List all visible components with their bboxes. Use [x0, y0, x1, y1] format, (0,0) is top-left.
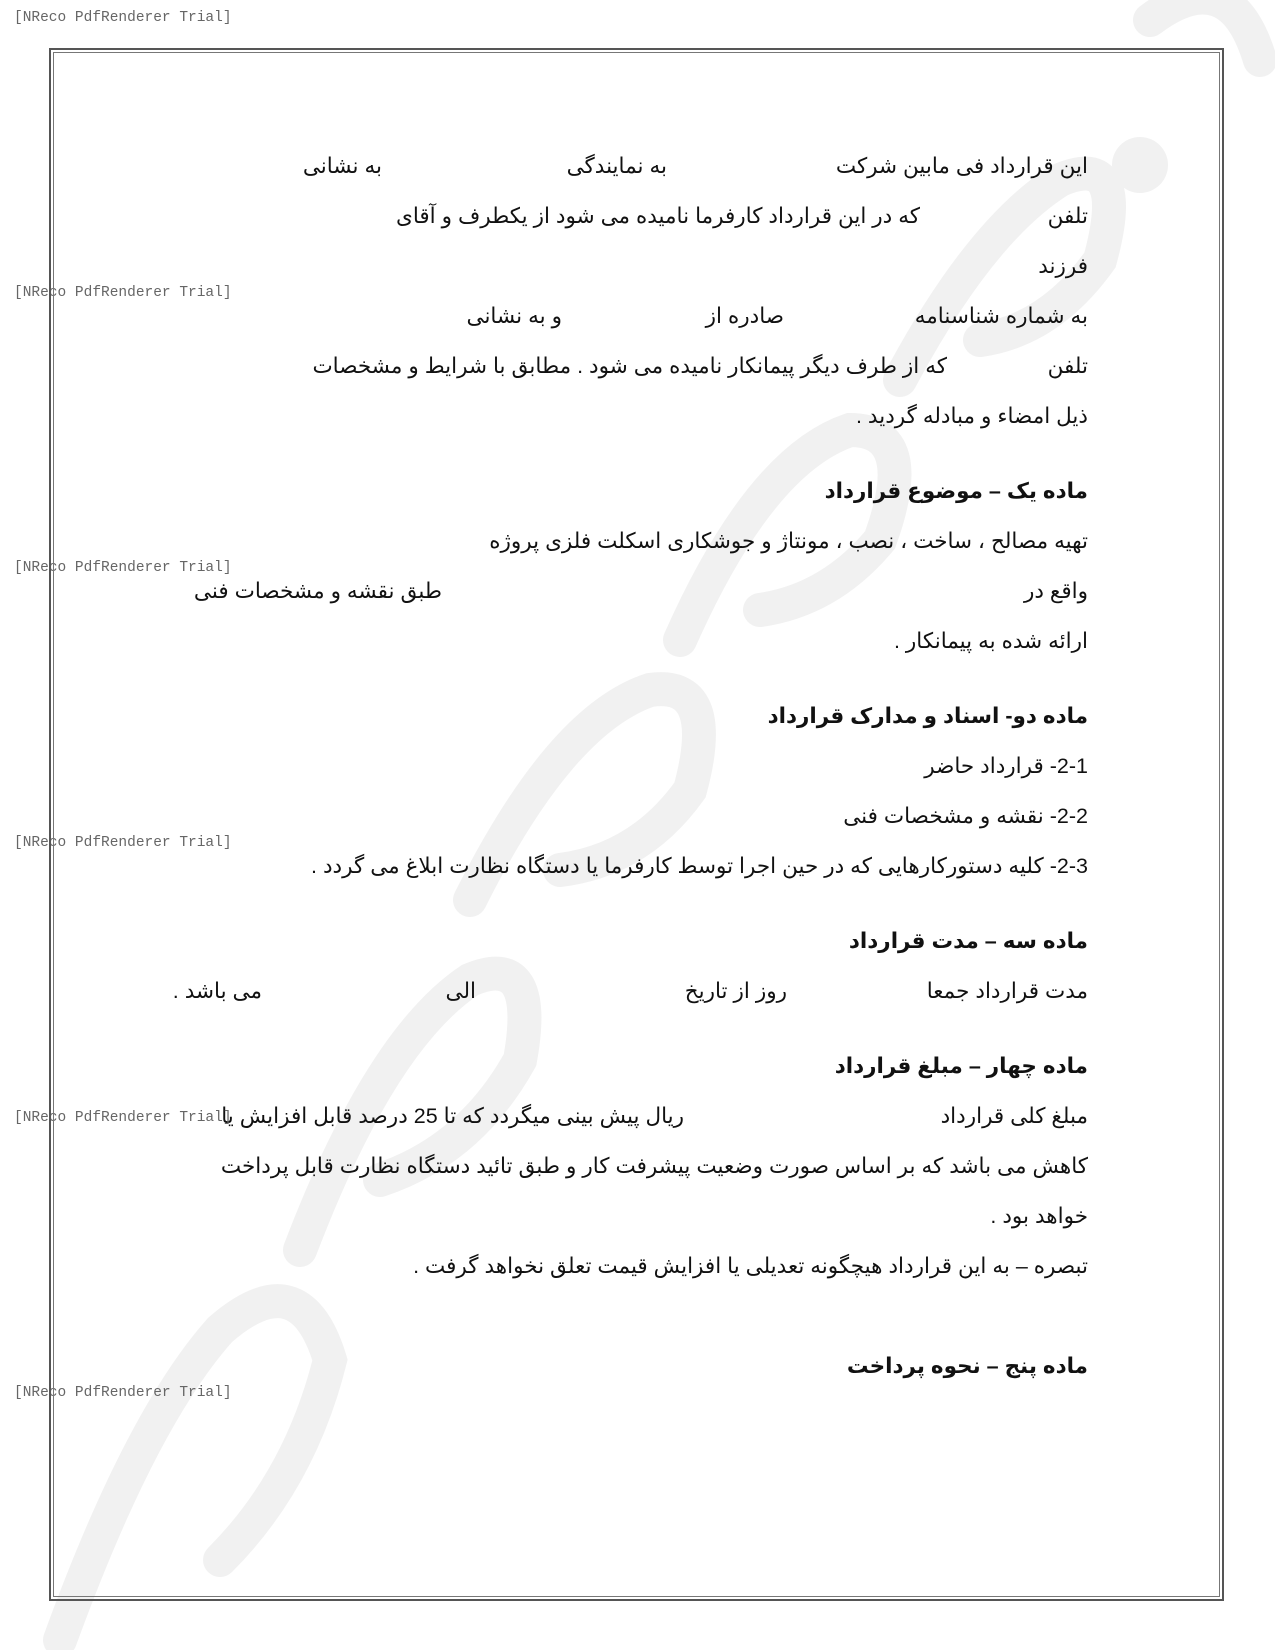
- intro-line-6: ذیل امضاء و مبادله گردید .: [855, 404, 1088, 428]
- article-3-line-a: مدت قرارداد جمعا: [926, 979, 1088, 1003]
- article-2-item-2: 2-2- نقشه و مشخصات فنی: [843, 804, 1088, 828]
- article-3-line-b: روز از تاریخ: [684, 979, 787, 1003]
- article-3-heading: ماده سه – مدت قرارداد: [848, 929, 1088, 953]
- article-4-line-1-end: ریال پیش بینی میگردد که تا 25 درصد قابل افزایش یا: [221, 1104, 684, 1128]
- article-4-line-3: خواهد بود .: [990, 1204, 1088, 1228]
- article-4-heading: ماده چهار – مبلغ قرارداد: [834, 1054, 1088, 1078]
- intro-line-1-middle: به نمایندگی: [566, 154, 667, 178]
- article-1-line-1: تهیه مصالح ، ساخت ، نصب ، مونتاژ و جوشکاری اسکلت فلزی پروژه: [489, 529, 1088, 553]
- trial-watermark-text: [NReco PdfRenderer Trial]: [14, 10, 232, 26]
- article-3-line-d: می باشد .: [172, 979, 262, 1003]
- intro-line-5-end: که از طرف دیگر پیمانکار نامیده می شود . مطابق با شرایط و مشخصات: [312, 354, 947, 378]
- intro-line-4-start: به شماره شناسنامه: [914, 304, 1088, 328]
- article-2-heading: ماده دو- اسناد و مدارک قرارداد: [767, 704, 1088, 728]
- trial-watermark-text: [NReco PdfRenderer Trial]: [14, 285, 232, 301]
- trial-watermark-text: [NReco PdfRenderer Trial]: [14, 560, 232, 576]
- intro-line-4-middle: صادره از: [705, 304, 784, 328]
- article-4-line-1-start: مبلغ کلی قرارداد: [940, 1104, 1088, 1128]
- article-5-heading: ماده پنج – نحوه پرداخت: [846, 1354, 1088, 1378]
- intro-line-2-end: که در این قرارداد کارفرما نامیده می شود از یکطرف و آقای: [396, 204, 920, 228]
- intro-line-1-end: به نشانی: [302, 154, 382, 178]
- article-2-item-1: 2-1- قرارداد حاضر: [924, 754, 1088, 778]
- article-1-heading: ماده یک – موضوع قرارداد: [824, 479, 1088, 503]
- trial-watermark-text: [NReco PdfRenderer Trial]: [14, 1110, 232, 1126]
- trial-watermark-text: [NReco PdfRenderer Trial]: [14, 1385, 232, 1401]
- trial-watermark-text: [NReco PdfRenderer Trial]: [14, 835, 232, 851]
- article-1-line-2-end: طبق نقشه و مشخصات فنی: [193, 579, 442, 603]
- article-3-line-c: الی: [445, 979, 476, 1003]
- article-1-line-2-start: واقع در: [1023, 579, 1088, 603]
- intro-line-1-start: این قرارداد فی مابین شرکت: [835, 154, 1088, 178]
- article-4-line-2: کاهش می باشد که بر اساس صورت وضعیت پیشرفت کار و طبق تائید دستگاه نظارت قابل پرداخت: [220, 1154, 1088, 1178]
- intro-line-4-end: و به نشانی: [466, 304, 562, 328]
- intro-line-3: فرزند: [1038, 254, 1088, 278]
- intro-line-2-start: تلفن: [1047, 204, 1088, 228]
- article-2-item-3: 2-3- کلیه دستورکارهایی که در حین اجرا توسط کارفرما یا دستگاه نظارت ابلاغ می گردد .: [311, 854, 1088, 878]
- article-1-line-3: ارائه شده به پیمانکار .: [893, 629, 1088, 653]
- intro-line-5-start: تلفن: [1047, 354, 1088, 378]
- article-4-note: تبصره – به این قرارداد هیچگونه تعدیلی یا افزایش قیمت تعلق نخواهد گرفت .: [413, 1254, 1088, 1278]
